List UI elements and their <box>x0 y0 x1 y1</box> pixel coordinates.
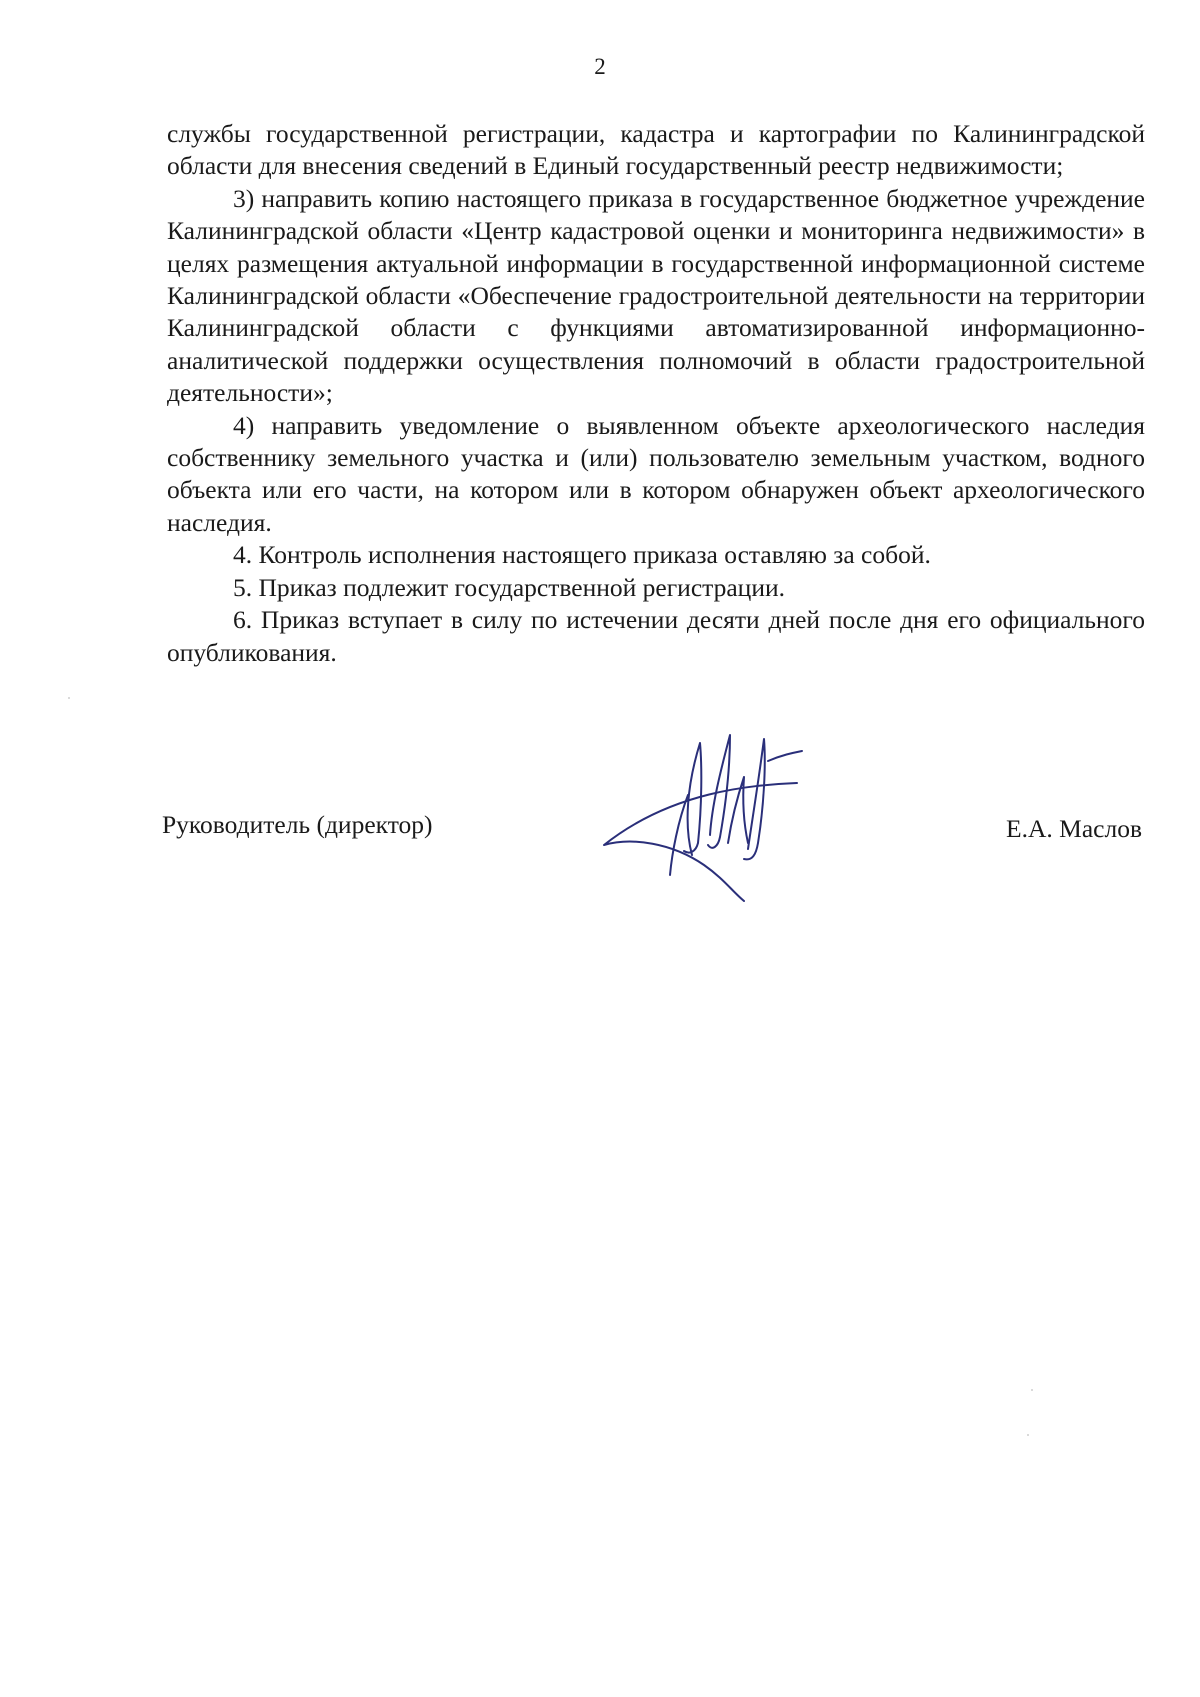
handwritten-signature <box>592 725 822 905</box>
paragraph-item-3: 3) направить копию настоящего приказа в государственное бюджетное учреждение Калининградской области «Центр кадастровой оценки и мониторинга недвижимости» в целях размещения актуальной информации в государственной информационной системе Калининградской области «Обеспечение градостроительной деятельности на территории Калининградской области с функциями автоматизированной информационно-аналитической поддержки осуществления полномочий в области градостроительной деятельности»; <box>167 183 1145 408</box>
paragraph-clause-6: 6. Приказ вступает в силу по истечении десяти дней после дня его официального опубликования. <box>167 605 1145 667</box>
signatory-name: Е.А. Маслов <box>1006 814 1142 843</box>
scan-speck <box>1031 1389 1033 1391</box>
scan-speck <box>1027 1434 1029 1436</box>
paragraph-clause-5: 5. Приказ подлежит государственной регистрации. <box>233 572 785 602</box>
document-body <box>167 118 1145 669</box>
paragraph-clause-4: 4. Контроль исполнения настоящего приказа оставляю за собой. <box>233 540 931 570</box>
page-number: 2 <box>594 54 606 79</box>
paragraph-item-4: 4) направить уведомление о выявленном объекте археологического наследия собственнику земельного участка и (или) пользователю земельным участком, водного объекта или его части, на котором или в котором обнаружен объект археологического наследия. <box>167 410 1145 537</box>
paragraph-registration-service: службы государственной регистрации, кадастра и картографии по Калининградской области для внесения сведений в Единый государственный реестр недвижимости; <box>167 119 1145 181</box>
signature-block <box>162 810 1142 950</box>
signatory-title: Руководитель (директор) <box>162 810 433 839</box>
scan-speck <box>68 697 70 699</box>
